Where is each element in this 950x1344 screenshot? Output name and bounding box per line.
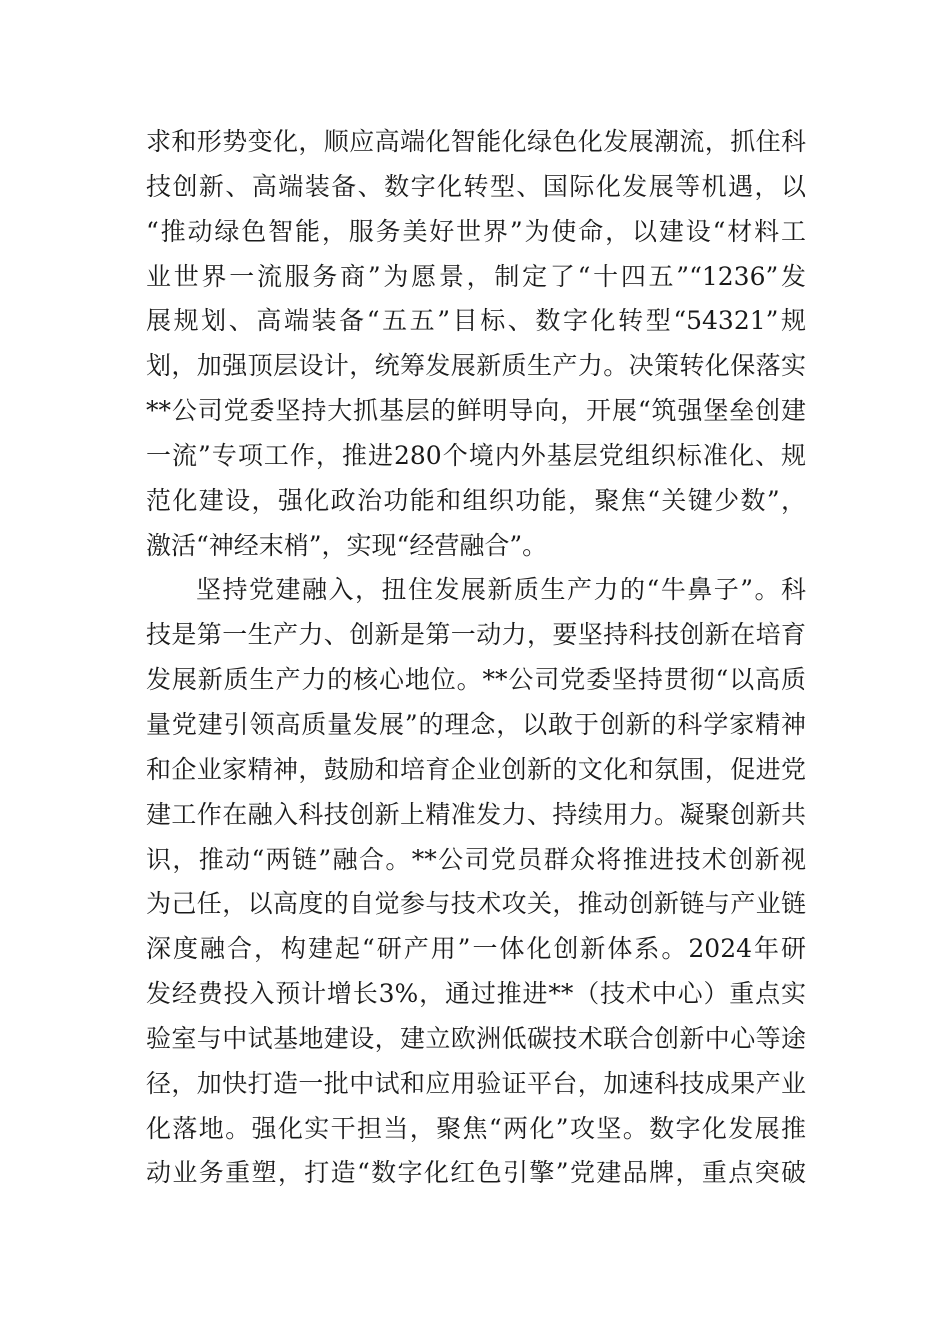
text-line: 和企业家精神，鼓励和培育企业创新的文化和氛围，促进党 bbox=[146, 754, 806, 784]
text-line: 验室与中试基地建设，建立欧洲低碳技术联合创新中心等途 bbox=[146, 1023, 806, 1053]
text-line: 求和形势变化，顺应高端化智能化绿色化发展潮流，抓住科 bbox=[146, 127, 806, 156]
text-line: 展规划、高端装备“五五”目标、数字化转型“54321”规 bbox=[146, 306, 806, 336]
text-line: 一流”专项工作，推进280个境内外基层党组织标准化、规 bbox=[146, 440, 806, 470]
text-line: 技是第一生产力、创新是第一动力，要坚持科技创新在培育 bbox=[146, 620, 806, 650]
text-line: 动业务重塑，打造“数字化红色引擎”党建品牌，重点突破 bbox=[146, 1158, 806, 1188]
text-line: 技创新、高端装备、数字化转型、国际化发展等机遇，以 bbox=[146, 171, 806, 201]
text-line: **公司党委坚持大抓基层的鲜明导向，开展“筑强堡垒创建 bbox=[146, 396, 806, 426]
text-line: 化落地。强化实干担当，聚焦“两化”攻坚。数字化发展推 bbox=[146, 1113, 806, 1143]
text-line: 范化建设，强化政治功能和组织功能，聚焦“关键少数”， bbox=[146, 485, 806, 515]
text-line: 深度融合，构建起“研产用”一体化创新体系。2024年研 bbox=[146, 934, 806, 964]
text-line: “推动绿色智能，服务美好世界”为使命，以建设“材料工 bbox=[146, 216, 806, 246]
text-line: 建工作在融入科技创新上精准发力、持续用力。凝聚创新共 bbox=[146, 799, 806, 829]
text-line: 发经费投入预计增长3%，通过推进**（技术中心）重点实 bbox=[146, 979, 806, 1009]
text-line: 发展新质生产力的核心地位。**公司党委坚持贯彻“以高质 bbox=[146, 665, 806, 695]
text-line: 径，加快打造一批中试和应用验证平台，加速科技成果产业 bbox=[146, 1068, 806, 1098]
text-line: 识，推动“两链”融合。**公司党员群众将推进技术创新视 bbox=[146, 844, 806, 874]
text-line: 激活“神经末梢”，实现“经营融合”。 bbox=[146, 530, 548, 560]
paragraph-first-line: 坚持党建融入，扭住发展新质生产力的“牛鼻子”。科 bbox=[196, 575, 806, 605]
body-text bbox=[146, 120, 806, 1196]
text-line: 划，加强顶层设计，统筹发展新质生产力。决策转化保落实 bbox=[146, 351, 806, 381]
text-line: 业世界一流服务商”为愿景，制定了“十四五”“1236”发 bbox=[146, 261, 806, 291]
text-line: 量党建引领高质量发展”的理念，以敢于创新的科学家精神 bbox=[146, 709, 806, 739]
text-line: 为己任，以高度的自觉参与技术攻关，推动创新链与产业链 bbox=[146, 889, 806, 919]
